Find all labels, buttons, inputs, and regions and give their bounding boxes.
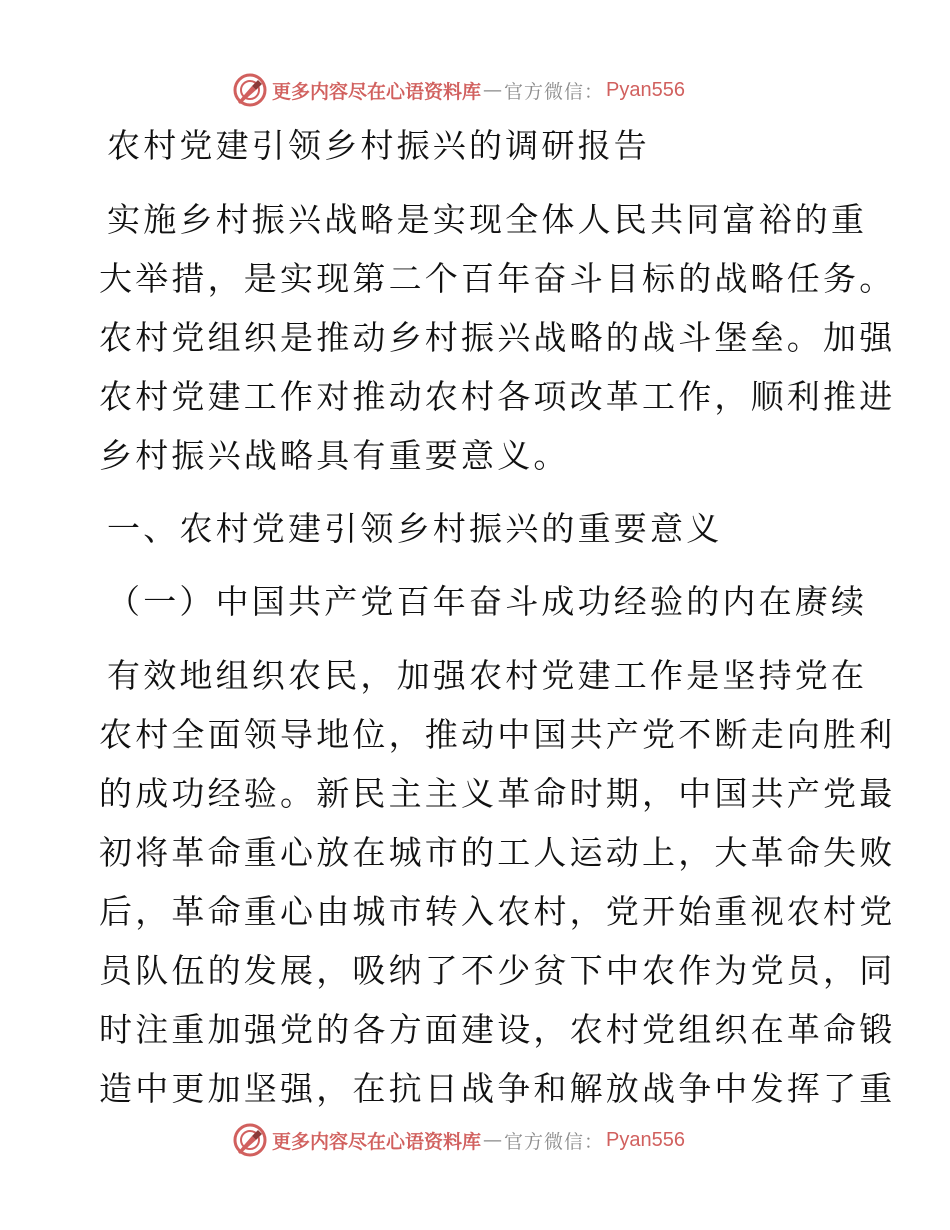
- intro-line: 实施乡村振兴战略是实现全体人民共同富裕的重: [107, 200, 868, 239]
- wechat-label: 官方微信：: [504, 1130, 605, 1153]
- footer-banner: [232, 1122, 685, 1158]
- pen-logo-icon: [232, 1122, 268, 1158]
- intro-line: 农村党建工作对推动农村各项改革工作，顺利推进: [99, 377, 896, 416]
- body-line: 初将革命重心放在城市的工人运动上，大革命失败: [99, 833, 896, 872]
- intro-line: 农村党组织是推动乡村振兴战略的战斗堡垒。加强: [99, 318, 896, 357]
- body-line: 的成功经验。新民主主义革命时期，中国共产党最: [99, 774, 896, 813]
- promo-dash: —: [483, 1129, 503, 1151]
- body-line: 农村全面领导地位，推动中国共产党不断走向胜利: [99, 715, 896, 754]
- intro-line: 大举措，是实现第二个百年奋斗目标的战略任务。: [99, 259, 896, 298]
- intro-line: 乡村振兴战略具有重要意义。: [99, 436, 570, 475]
- section-heading: 一、农村党建引领乡村振兴的重要意义: [107, 509, 723, 548]
- promo-text: 更多内容尽在心语资料库: [272, 80, 482, 103]
- body-line: 员队伍的发展，吸纳了不少贫下中农作为党员，同: [99, 951, 896, 990]
- wechat-id: Pyan556: [606, 78, 685, 101]
- promo-dash: —: [483, 79, 503, 101]
- wechat-label: 官方微信：: [504, 80, 605, 103]
- promo-text: 更多内容尽在心语资料库: [272, 1130, 482, 1153]
- wechat-id: Pyan556: [606, 1128, 685, 1151]
- body-line: 有效地组织农民，加强农村党建工作是坚持党在: [107, 656, 868, 695]
- body-line: 后，革命重心由城市转入农村，党开始重视农村党: [99, 892, 896, 931]
- subsection-heading: （一）中国共产党百年奋斗成功经验的内在赓续: [107, 582, 868, 621]
- body-line: 造中更加坚强，在抗日战争和解放战争中发挥了重: [99, 1069, 896, 1108]
- pen-logo-icon: [232, 72, 268, 108]
- header-banner: [232, 72, 685, 108]
- body-line: 时注重加强党的各方面建设，农村党组织在革命锻: [99, 1010, 896, 1049]
- document-title: 农村党建引领乡村振兴的调研报告: [107, 126, 650, 165]
